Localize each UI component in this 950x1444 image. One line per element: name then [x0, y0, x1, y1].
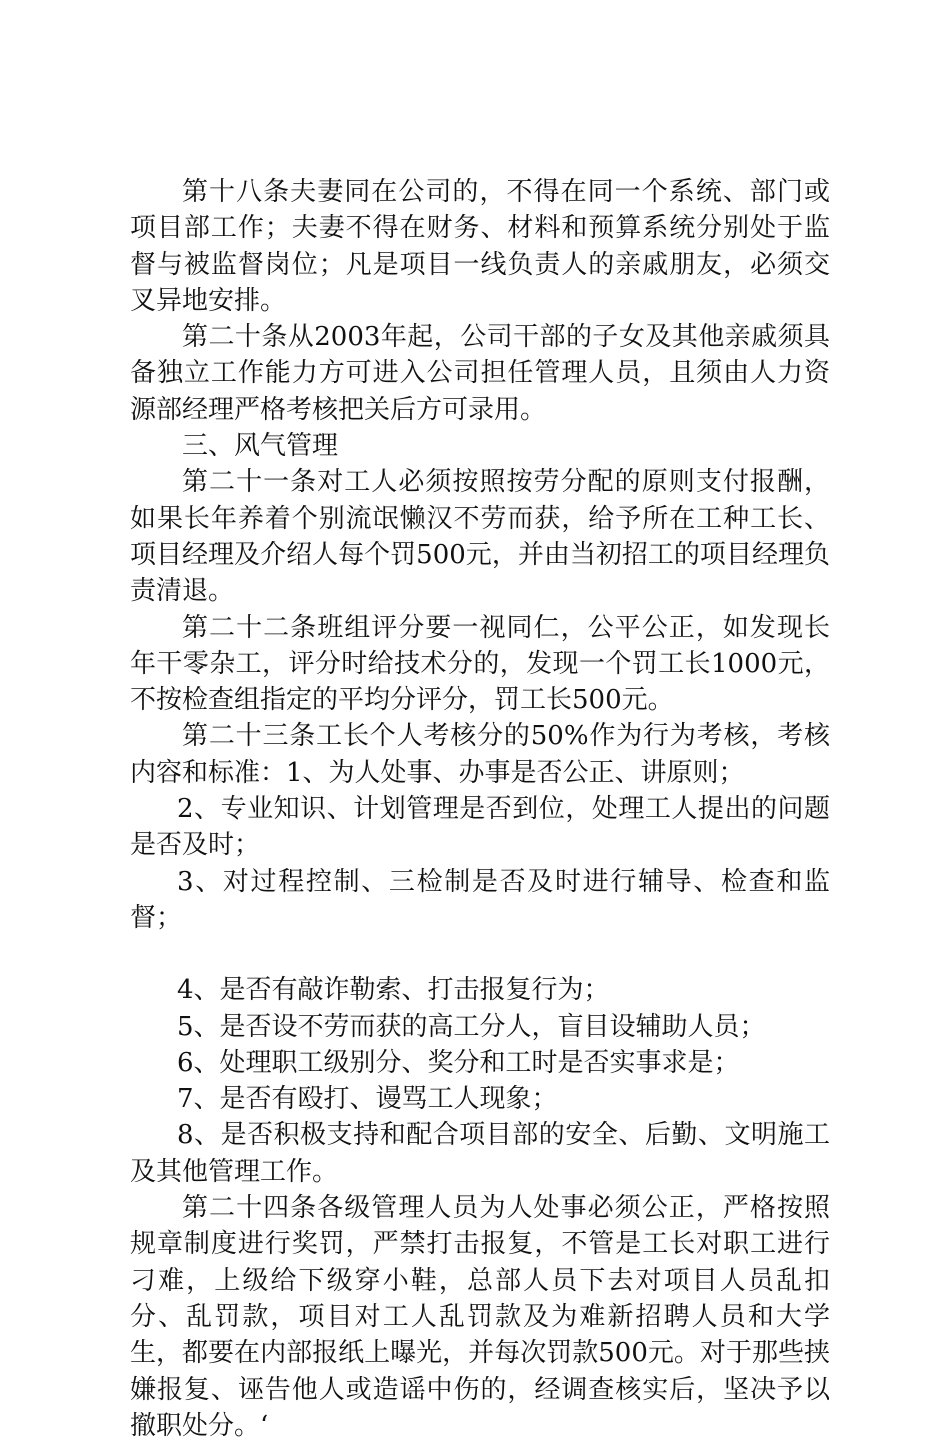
article-24: 第二十四条各级管理人员为人处事必须公正，严格按照规章制度进行奖罚，严禁打击报复，不管是工长对职工进行刁难，上级给下级穿小鞋，总部人员下去对项目人员乱扣分、乱罚款，项目对工人乱罚款及为难新招聘人员和大学生，都要在内部报纸上曝光，并每次罚款500元。对于那些挟嫌报复、诬告他人或造谣中伤的，经调查核实后，坚决予以撤职处分。‘ [130, 1193, 830, 1441]
section-heading-atmosphere: 三、风气管理 [182, 431, 339, 462]
criterion-3: 3、对过程控制、三检制是否及时进行辅导、检查和监督； [130, 866, 830, 933]
criterion-8: 8、是否积极支持和配合项目部的安全、后勤、文明施工及其他管理工作。 [130, 1120, 830, 1187]
article-20: 第二十条从2003年起，公司干部的子女及其他亲戚须具备独立工作能力方可进入公司担任管理人员，且须由人力资源部经理严格考核把关后方可录用。 [130, 322, 830, 425]
criterion-6: 6、处理职工级别分、奖分和工时是否实事求是； [177, 1047, 740, 1078]
article-23: 第二十三条工长个人考核分的50%作为行为考核，考核内容和标准：1、为人处事、办事是否公正、讲原则； [130, 721, 830, 788]
article-21: 第二十一条对工人必须按照按劳分配的原则支付报酬，如果长年养着个别流氓懒汉不劳而获，给予所在工种工长、项目经理及介绍人每个罚500元，并由当初招工的项目经理负责清退。 [130, 467, 830, 607]
criterion-2: 2、专业知识、计划管理是否到位，处理工人提出的问题是否及时； [130, 794, 830, 861]
criterion-5: 5、是否设不劳而获的高工分人，盲目设辅助人员； [177, 1011, 766, 1042]
criterion-7: 7、是否有殴打、谩骂工人现象； [177, 1084, 558, 1115]
article-22: 第二十二条班组评分要一视同仁，公平公正，如发现长年干零杂工，评分时给技术分的，发现一个罚工长1000元，不按检查组指定的平均分评分，罚工长500元。 [130, 612, 830, 716]
criterion-4: 4、是否有敲诈勒索、打击报复行为； [177, 975, 610, 1006]
document-body [130, 174, 830, 1444]
article-18: 第十八条夫妻同在公司的，不得在同一个系统、部门或项目部工作；夫妻不得在财务、材料和预算系统分别处于监督与被监督岗位；凡是项目一线负责人的亲戚朋友，必须交叉异地安排。 [130, 177, 830, 316]
